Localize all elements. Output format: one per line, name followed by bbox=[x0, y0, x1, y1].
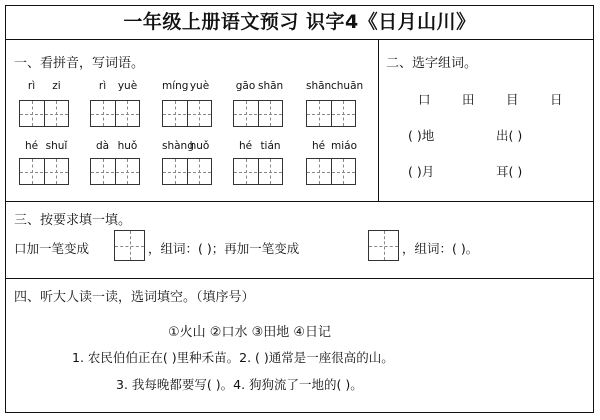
pinyin-label: tián bbox=[260, 140, 281, 152]
pinyin-label: yuè bbox=[189, 80, 210, 92]
writing-grid-box[interactable] bbox=[162, 100, 212, 127]
pinyin-label: shān bbox=[258, 80, 284, 92]
word-options: ①火山 ②口水 ③田地 ④日记 bbox=[168, 325, 332, 340]
section2-heading: 二、选字组词。 bbox=[386, 56, 478, 71]
answer-box[interactable] bbox=[368, 230, 399, 261]
pinyin-label: miáo bbox=[331, 140, 358, 152]
writing-grid-box[interactable] bbox=[19, 158, 69, 185]
writing-grid-box[interactable] bbox=[306, 100, 356, 127]
section-divider bbox=[378, 39, 379, 201]
pinyin-label: hé bbox=[311, 140, 326, 152]
question-line: 1. 农民伯伯正在( )里种禾苗。2. ( )通常是一座很高的山。 bbox=[72, 350, 394, 365]
pinyin-label: shān bbox=[306, 80, 332, 92]
divider bbox=[6, 278, 593, 279]
pinyin-label: rì bbox=[98, 80, 107, 92]
pinyin-label: rì bbox=[27, 80, 36, 92]
pinyin-label: hé bbox=[238, 140, 253, 152]
fill-blank[interactable]: 耳( ) bbox=[496, 164, 523, 179]
instruction-text: ，组词：( )。 bbox=[402, 241, 479, 256]
pinyin-label: shuǐ bbox=[45, 140, 68, 152]
page-title: 一年级上册语文预习 识字4《日月山川》 bbox=[6, 6, 593, 40]
writing-grid-box[interactable] bbox=[90, 100, 140, 127]
instruction-text: ，组词：( )；再加一笔变成 bbox=[148, 241, 300, 256]
pinyin-label: míng bbox=[162, 80, 189, 92]
char-option: 日 bbox=[550, 92, 563, 107]
worksheet bbox=[5, 5, 594, 413]
fill-blank[interactable]: ( )月 bbox=[408, 164, 435, 179]
pinyin-label: gāo bbox=[235, 80, 256, 92]
writing-grid-box[interactable] bbox=[306, 158, 356, 185]
fill-blank[interactable]: 出( ) bbox=[496, 128, 523, 143]
pinyin-label: zi bbox=[52, 80, 61, 92]
section3-heading: 三、按要求填一填。 bbox=[14, 213, 132, 228]
pinyin-label: shàng bbox=[162, 140, 194, 152]
writing-grid-box[interactable] bbox=[19, 100, 69, 127]
char-option: 目 bbox=[506, 92, 519, 107]
divider bbox=[6, 201, 593, 202]
pinyin-label: hé bbox=[24, 140, 39, 152]
pinyin-label: huǒ bbox=[117, 140, 138, 152]
writing-grid-box[interactable] bbox=[233, 100, 283, 127]
writing-grid-box[interactable] bbox=[90, 158, 140, 185]
answer-box[interactable] bbox=[114, 230, 145, 261]
char-option: 田 bbox=[462, 92, 475, 107]
writing-grid-box[interactable] bbox=[233, 158, 283, 185]
pinyin-label: yuè bbox=[117, 80, 138, 92]
fill-blank[interactable]: ( )地 bbox=[408, 128, 435, 143]
question-line: 3. 我每晚都要写( )。4. 狗狗流了一地的( )。 bbox=[116, 377, 363, 392]
pinyin-label: dà bbox=[95, 140, 110, 152]
char-option: 口 bbox=[418, 92, 431, 107]
pinyin-label: huǒ bbox=[189, 140, 210, 152]
section1-heading: 一、看拼音，写词语。 bbox=[14, 56, 145, 71]
section4-heading: 四、听大人读一读，选词填空。（填序号） bbox=[14, 290, 255, 305]
pinyin-label: chuān bbox=[331, 80, 364, 92]
instruction-text: 口加一笔变成 bbox=[14, 241, 90, 256]
writing-grid-box[interactable] bbox=[162, 158, 212, 185]
